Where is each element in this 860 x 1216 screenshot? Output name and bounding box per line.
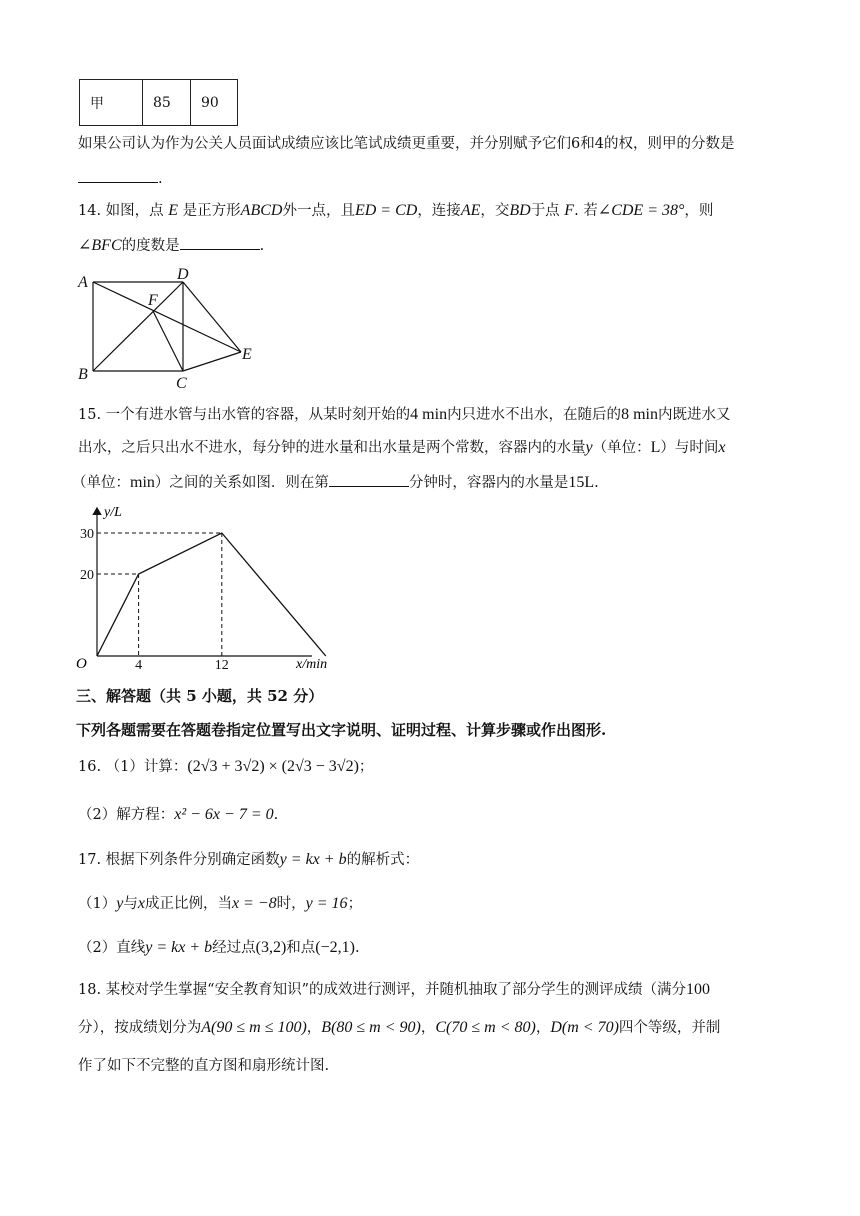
- q17-text: 的解析式：: [346, 852, 420, 868]
- q17-point-1: (3,2): [255, 939, 287, 956]
- q14-text: 是正方形: [182, 203, 241, 219]
- q17-text: ；: [347, 896, 363, 912]
- q15-unit-l: L: [650, 439, 661, 456]
- q15-text: 出水，之后只出水不进水，每分钟的进水量和出水量是两个常数，容器内的水量: [78, 440, 586, 456]
- x-axis-label: x/min: [296, 657, 328, 672]
- q18-grade-d: D(m < 70): [550, 1019, 619, 1036]
- q16-expression: (2√3 + 3√2) × (2√3 − 3√2): [187, 758, 359, 775]
- q15-text: （单位：: [72, 475, 130, 491]
- q14-point-e: E: [168, 202, 179, 219]
- q16-tail: ；: [358, 759, 374, 775]
- q14-point-f: F: [564, 202, 575, 219]
- q17-x-value: x = −8: [231, 895, 277, 912]
- q15-text: 内既进水又: [657, 407, 731, 423]
- q17-condition2: [78, 938, 360, 958]
- q14-text: 14. 如图，点: [78, 203, 164, 219]
- q15-text: ）之间的关系如图．则在第: [154, 475, 329, 491]
- table-cell-interview: 90: [191, 80, 238, 126]
- q17-text: .: [354, 940, 360, 956]
- q15-line3: [72, 472, 599, 493]
- q14-line1: [78, 201, 713, 221]
- q16-part2: [78, 805, 278, 825]
- table-row: [80, 80, 238, 126]
- q18-line1: [78, 980, 710, 1000]
- q17-var-y: y: [116, 895, 124, 912]
- point-label-f: F: [148, 292, 158, 309]
- q14-text: ，连接: [417, 203, 461, 219]
- q15-volume: 15L: [568, 474, 595, 491]
- q15-tail: .: [594, 475, 599, 491]
- point-label-b: B: [78, 366, 88, 383]
- point-label-d: D: [177, 266, 189, 283]
- q17-text: （1）: [78, 896, 117, 912]
- x-tick-label: 4: [135, 658, 143, 673]
- section-instruction: 下列各题需要在答题卷指定位置写出文字说明、证明过程、计算步骤或作出图形.: [76, 721, 607, 739]
- q15-text: ）与时间: [660, 440, 719, 456]
- q18-separator: ，: [306, 1020, 322, 1036]
- point-label-c: C: [176, 375, 187, 392]
- q15-unit-min: min: [130, 474, 155, 491]
- q14-text: 的度数是: [121, 238, 180, 254]
- q14-square-name: ABCD: [240, 202, 283, 219]
- x-tick-label: 12: [214, 658, 229, 673]
- origin-label: O: [76, 656, 87, 672]
- q15-text: 分钟时，容器内的水量是: [408, 475, 569, 491]
- q14-segment-bd: BD: [509, 202, 531, 219]
- q18-text: 四个等级，并制: [618, 1020, 721, 1036]
- q18-grade-c: C(70 ≤ m < 80): [435, 1019, 536, 1036]
- q15-line2: [78, 438, 726, 458]
- q16-tail: .: [273, 807, 279, 823]
- q14-tail: .: [259, 238, 265, 254]
- q13-answer-line: [78, 168, 163, 189]
- q18-line3: 作了如下不完整的直方图和扇形统计图.: [78, 1058, 330, 1074]
- y-axis-label: y/L: [104, 505, 122, 520]
- q17-y-value: y = 16: [305, 895, 348, 912]
- q18-separator: ，: [535, 1020, 551, 1036]
- answer-blank: [180, 235, 260, 250]
- q18-grade-b: B(80 ≤ m < 90): [321, 1019, 421, 1036]
- q15-var-y: y: [585, 439, 593, 456]
- q16-part1: [78, 757, 373, 777]
- q15-time-8: 8 min: [621, 406, 658, 423]
- q14-text: . 若: [574, 203, 598, 219]
- q16-equation: x² − 6x − 7 = 0: [174, 806, 274, 823]
- q13-tail: .: [158, 171, 163, 187]
- q18-separator: ，: [420, 1020, 436, 1036]
- q14-text: 外一点，且: [282, 203, 355, 219]
- q18-line2: [78, 1018, 720, 1038]
- q18-text: 18. 某校对学生掌握“安全教育知识”的成效进行测评，并随机抽取了部分学生的测评成绩（满分: [78, 982, 686, 998]
- answer-blank: [78, 168, 158, 183]
- q17-condition1: [78, 894, 362, 914]
- q16-text: （2）解方程：: [78, 807, 175, 823]
- series-line: [97, 533, 326, 656]
- q17-text: 和点: [286, 940, 316, 956]
- q17-text: 时，: [276, 896, 306, 912]
- q18-grade-a: A(90 ≤ m ≤ 100): [201, 1019, 307, 1036]
- answer-blank: [329, 472, 409, 487]
- q14-text: ，则: [684, 203, 714, 219]
- water-volume-chart: [70, 500, 360, 678]
- q14-line2: [78, 235, 264, 256]
- point-label-e: E: [242, 346, 252, 363]
- q17-text: 经过点: [212, 940, 256, 956]
- table-cell-written: 85: [143, 80, 191, 126]
- table-cell-name: 甲: [80, 80, 143, 126]
- q17-var-x: x: [137, 895, 145, 912]
- y-tick-label: 20: [80, 568, 94, 583]
- q18-full-score: 100: [686, 981, 710, 998]
- q17-function: y = kx + b: [279, 851, 347, 868]
- q17-function: y = kx + b: [145, 939, 213, 956]
- q15-text: （单位：: [592, 440, 651, 456]
- q17-text: 成正比例，当: [144, 896, 232, 912]
- y-tick-label: 30: [80, 527, 94, 542]
- q15-var-x: x: [718, 439, 726, 456]
- q14-geometry-figure: [74, 262, 274, 392]
- q14-text: ，交: [480, 203, 510, 219]
- score-table: [79, 79, 238, 126]
- q17-text: 17. 根据下列条件分别确定函数: [78, 852, 280, 868]
- q18-text: 分），按成绩划分为: [78, 1020, 202, 1036]
- q14-segment-ae: AE: [460, 202, 481, 219]
- q14-equation: ED = CD: [354, 202, 418, 219]
- q17-text: （2）直线: [78, 940, 146, 956]
- q14-text: 于点: [530, 203, 560, 219]
- q13-text: 如果公司认为作为公关人员面试成绩应该比笔试成绩更重要，并分别赋予它们6和4的权，则甲的分数是: [78, 136, 735, 152]
- q14-angle-cde: ∠CDE = 38°: [597, 202, 685, 219]
- q14-angle-bfc: ∠BFC: [78, 237, 122, 254]
- section-title: 三、解答题（共 5 小题，共 52 分）: [76, 687, 324, 705]
- q17-point-2: (−2,1): [315, 939, 355, 956]
- q15-text: 内只进水不出水，在随后的: [447, 407, 622, 423]
- q15-line1: [78, 405, 730, 425]
- q16-text: 16. （1）计算：: [78, 759, 188, 775]
- q15-text: 15. 一个有进水管与出水管的容器，从某时刻开始的: [78, 407, 411, 423]
- q17-intro: [78, 850, 419, 870]
- q15-time-4: 4 min: [410, 406, 448, 423]
- point-label-a: A: [78, 274, 88, 291]
- q17-text: 与: [123, 896, 138, 912]
